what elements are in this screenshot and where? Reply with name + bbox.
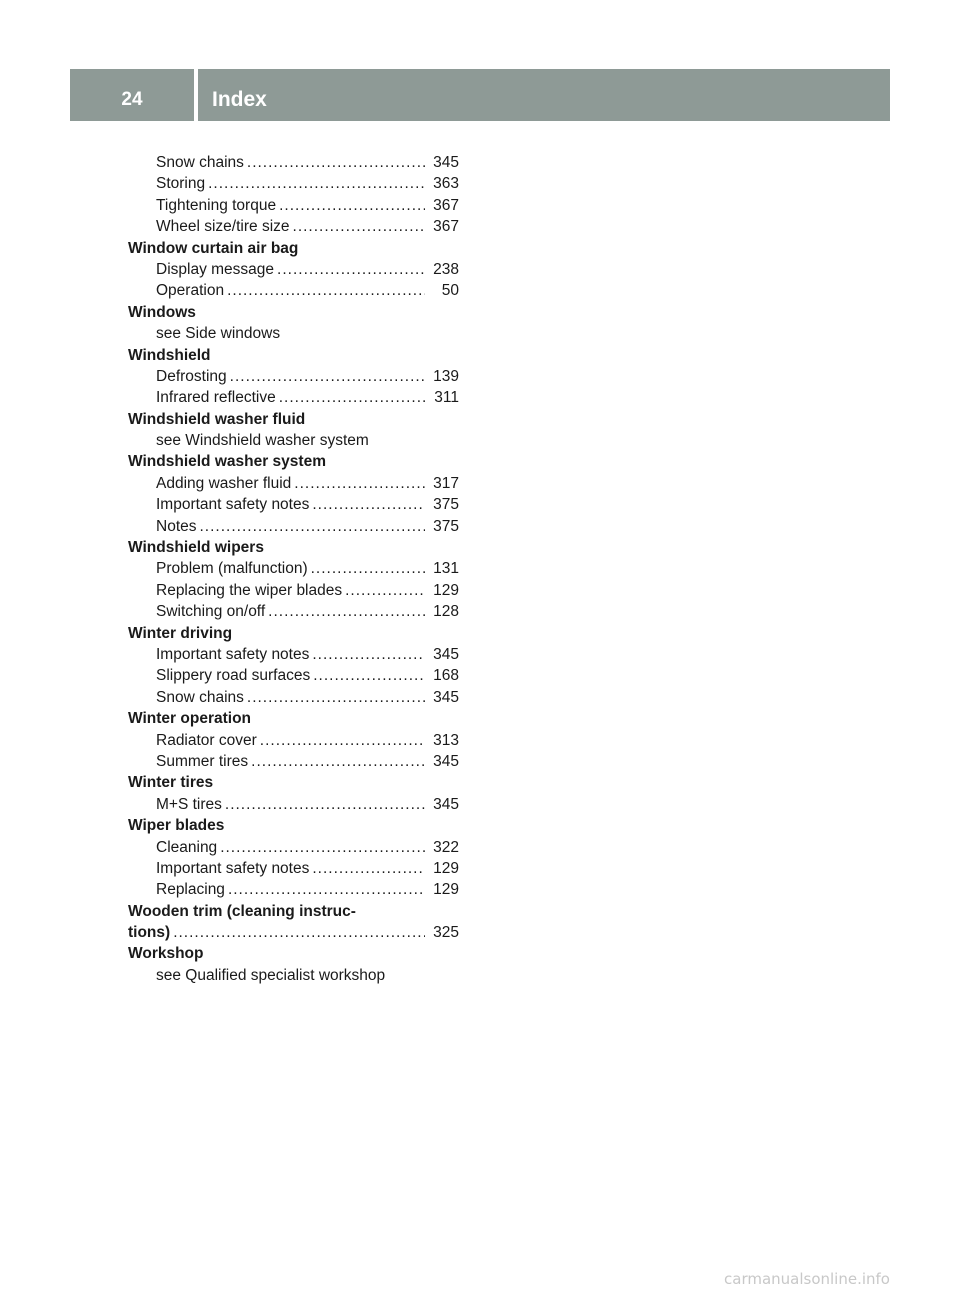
page-ref: 367 <box>433 218 459 236</box>
leader-dots <box>268 601 425 622</box>
page-header <box>70 69 890 121</box>
index-heading: Wiper blades <box>128 817 225 835</box>
page-ref: 238 <box>433 260 459 278</box>
leader-dots <box>230 366 425 387</box>
index-entry <box>128 152 459 173</box>
leader-dots <box>220 837 425 858</box>
entry-label: Storing <box>156 175 206 193</box>
entry-label: Replacing <box>156 881 225 899</box>
page-ref: 313 <box>433 731 459 749</box>
leader-dots <box>200 516 426 537</box>
watermark: carmanualsonline.info <box>724 1270 890 1288</box>
page-ref: 131 <box>433 560 459 578</box>
entry-label: Display message <box>156 260 275 278</box>
index-heading: Windshield <box>128 346 211 364</box>
page-number: 24 <box>121 89 143 110</box>
entry-label: Radiator cover <box>156 731 257 749</box>
index-entry <box>128 173 459 194</box>
page-ref: 363 <box>433 175 459 193</box>
leader-dots <box>279 387 425 408</box>
page-ref: 345 <box>433 752 459 770</box>
index-entry <box>128 837 459 858</box>
index-heading: Wooden trim (cleaning instruc- <box>128 902 356 920</box>
page-ref: 139 <box>433 367 459 385</box>
page-ref: 322 <box>433 838 459 856</box>
page-ref: 311 <box>434 389 459 407</box>
index-entry <box>128 644 459 665</box>
entry-label: Important safety notes <box>156 859 310 877</box>
index-heading: Windshield washer fluid <box>128 410 306 428</box>
index-heading: Window curtain air bag <box>128 239 299 257</box>
entry-label: Notes <box>156 517 197 535</box>
entry-label: Operation <box>156 282 225 300</box>
leader-dots <box>173 922 425 943</box>
page-ref: 375 <box>433 517 459 535</box>
entry-label: Wheel size/tire size <box>156 218 290 236</box>
header-divider <box>194 69 198 121</box>
index-entry <box>128 751 459 772</box>
entry-label: Defrosting <box>156 367 227 385</box>
index-heading: Windshield washer system <box>128 453 326 471</box>
see-reference: see Windshield washer system <box>156 432 369 450</box>
index-entry <box>128 558 459 579</box>
page-ref: 325 <box>433 924 459 942</box>
index-entry <box>128 665 459 686</box>
index-heading: Windows <box>128 303 196 321</box>
index-entry <box>128 687 459 708</box>
leader-dots <box>251 751 425 772</box>
index-entry <box>128 494 459 515</box>
leader-dots <box>260 730 425 751</box>
entry-label: Tightening torque <box>156 196 277 214</box>
page-ref: 317 <box>433 474 459 492</box>
page-ref: 168 <box>433 667 459 685</box>
index-column <box>128 152 459 986</box>
page-ref: 345 <box>433 688 459 706</box>
entry-label: Problem (malfunction) <box>156 560 308 578</box>
entry-label: Switching on/off <box>156 603 266 621</box>
page-ref: 50 <box>441 282 459 300</box>
index-heading: Windshield wipers <box>128 539 264 557</box>
leader-dots <box>294 473 425 494</box>
entry-label: Snow chains <box>156 688 244 706</box>
leader-dots <box>312 644 425 665</box>
index-heading: Workshop <box>128 945 204 963</box>
entry-label: tions) <box>128 924 171 942</box>
index-entry <box>128 473 459 494</box>
index-entry <box>128 387 459 408</box>
leader-dots <box>228 879 425 900</box>
entry-label: Snow chains <box>156 154 244 171</box>
page-ref: 345 <box>433 645 459 663</box>
page-ref: 128 <box>433 603 459 621</box>
see-reference: see Side windows <box>156 325 281 343</box>
page-ref: 375 <box>433 496 459 514</box>
index-entry <box>128 794 459 815</box>
entry-label: Infrared reflective <box>156 389 276 407</box>
index-entry <box>128 879 459 900</box>
index-entry <box>128 516 459 537</box>
leader-dots <box>225 794 425 815</box>
section-title: Index <box>212 88 267 111</box>
entry-label: Slippery road surfaces <box>156 667 311 685</box>
leader-dots <box>277 259 425 280</box>
index-heading: Winter operation <box>128 710 252 728</box>
page-ref: 367 <box>433 196 459 214</box>
entry-label: Adding washer fluid <box>156 474 292 492</box>
page-ref: 345 <box>433 795 459 813</box>
index-heading: Winter tires <box>128 774 214 792</box>
leader-dots <box>293 216 425 237</box>
leader-dots <box>247 152 425 173</box>
entry-label: Summer tires <box>156 752 249 770</box>
leader-dots <box>312 494 425 515</box>
leader-dots <box>313 665 425 686</box>
index-entry <box>128 601 459 622</box>
page-ref: 129 <box>433 581 459 599</box>
index-entry <box>128 216 459 237</box>
entry-label: Replacing the wiper blades <box>156 581 343 599</box>
index-entry <box>128 580 459 601</box>
page-ref: 129 <box>433 859 459 877</box>
index-heading-entry <box>128 922 459 943</box>
page-ref: 345 <box>433 154 459 171</box>
entry-label: M+S tires <box>156 795 222 813</box>
leader-dots <box>208 173 425 194</box>
entry-label: Cleaning <box>156 838 218 856</box>
leader-dots <box>279 195 425 216</box>
index-entry <box>128 366 459 387</box>
leader-dots <box>311 558 425 579</box>
leader-dots <box>312 858 425 879</box>
entry-label: Important safety notes <box>156 645 310 663</box>
leader-dots <box>345 580 425 601</box>
index-entry <box>128 730 459 751</box>
entry-label: Important safety notes <box>156 496 310 514</box>
index-heading: Winter driving <box>128 624 233 642</box>
see-reference: see Qualified specialist workshop <box>156 966 386 984</box>
leader-dots <box>227 280 425 301</box>
leader-dots <box>247 687 425 708</box>
index-entry <box>128 280 459 301</box>
index-entry <box>128 195 459 216</box>
index-entry <box>128 259 459 280</box>
index-entry <box>128 858 459 879</box>
page-ref: 129 <box>433 881 459 899</box>
